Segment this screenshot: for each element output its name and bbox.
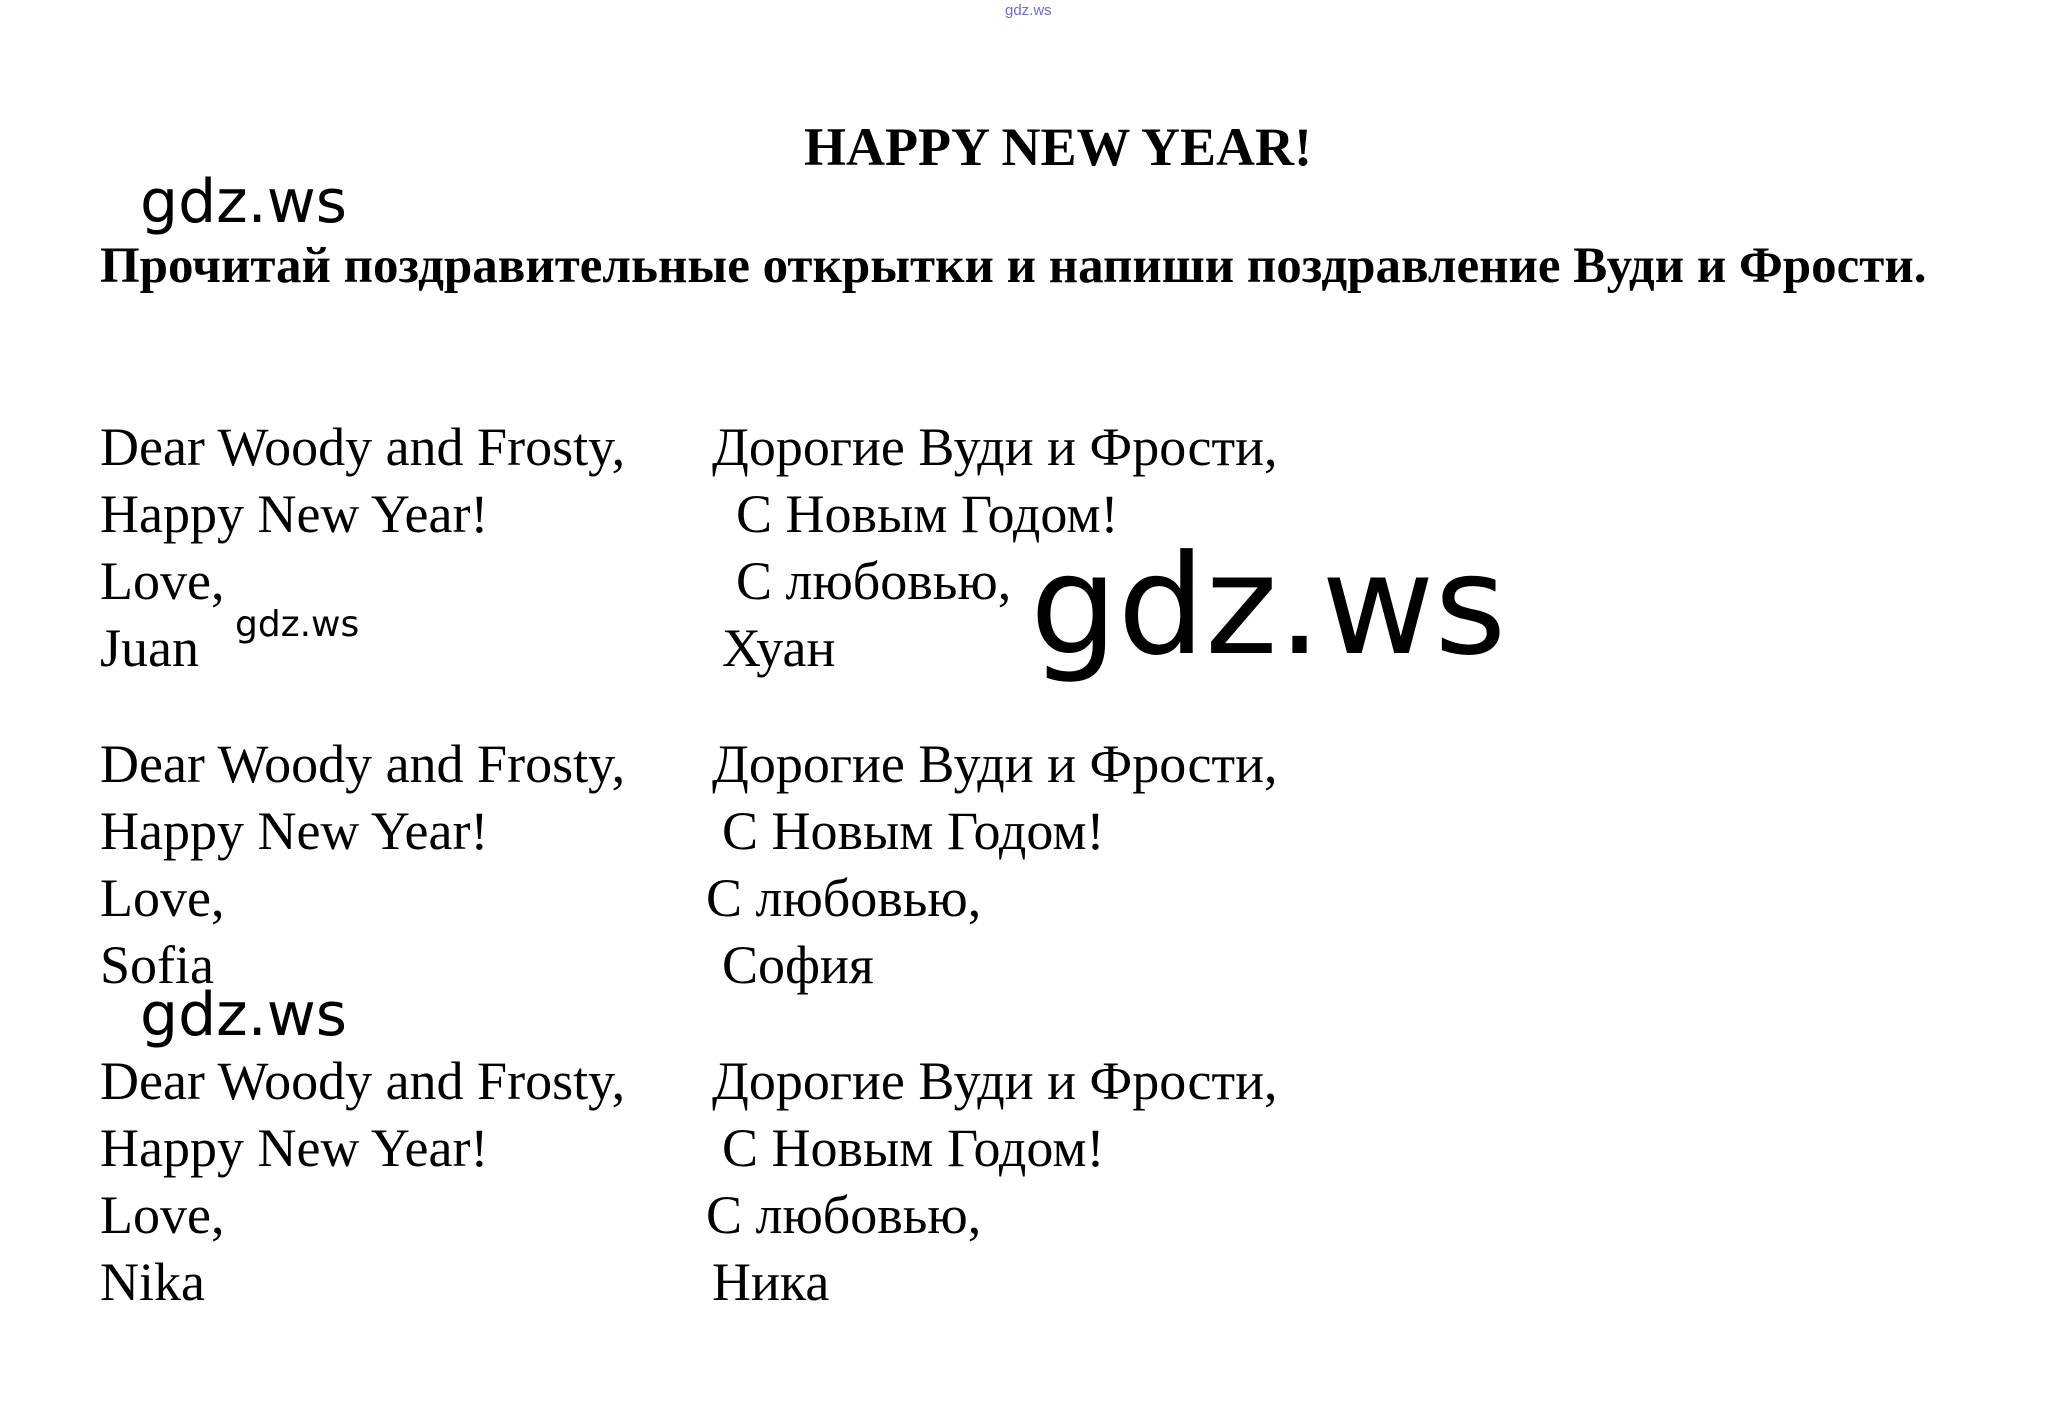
card-line [0,1249,2056,1315]
english-text: Happy New Year! [100,484,489,544]
russian-text: С Новым Годом! [736,484,1119,544]
card-line [0,1182,2056,1248]
english-text: Dear Woody and Frosty, [100,1051,626,1111]
card-line [0,731,2056,797]
russian-text: С любовью, [736,551,1012,611]
russian-text: С Новым Годом! [722,1118,1105,1178]
english-text: Love, [100,551,225,611]
card-line [0,1048,2056,1114]
card-line [0,414,2056,480]
site-watermark-top: gdz.ws [1005,2,1052,19]
watermark-gdz-3: gdz.ws [1030,525,1507,686]
russian-text: Дорогие Вуди и Фрости, [712,417,1278,477]
russian-text: С любовью, [706,868,982,928]
english-text: Happy New Year! [100,801,489,861]
card-line [0,865,2056,931]
english-text: Happy New Year! [100,1118,489,1178]
english-text: Juan [100,618,199,678]
card-line [0,481,2056,547]
english-text: Dear Woody and Frosty, [100,734,626,794]
russian-text: Хуан [722,618,836,678]
card-line [0,1115,2056,1181]
english-text: Love, [100,1185,225,1245]
russian-text: С Новым Годом! [722,801,1105,861]
russian-text: С любовью, [706,1185,982,1245]
watermark-gdz-2: gdz.ws [235,604,360,645]
page-title: HAPPY NEW YEAR! [804,117,1312,177]
russian-text: Дорогие Вуди и Фрости, [712,1051,1278,1111]
english-text: Sofia [100,935,214,995]
russian-text: Дорогие Вуди и Фрости, [712,734,1278,794]
watermark-gdz-4: gdz.ws [140,980,348,1050]
english-text: Dear Woody and Frosty, [100,417,626,477]
english-text: Nika [100,1252,205,1312]
watermark-gdz-1: gdz.ws [140,167,348,237]
task-instruction: Прочитай поздравительные открытки и напиши поздравление Вуди и Фрости. [100,238,1927,294]
russian-text: София [722,935,874,995]
russian-text: Ника [712,1252,830,1312]
card-line [0,798,2056,864]
english-text: Love, [100,868,225,928]
